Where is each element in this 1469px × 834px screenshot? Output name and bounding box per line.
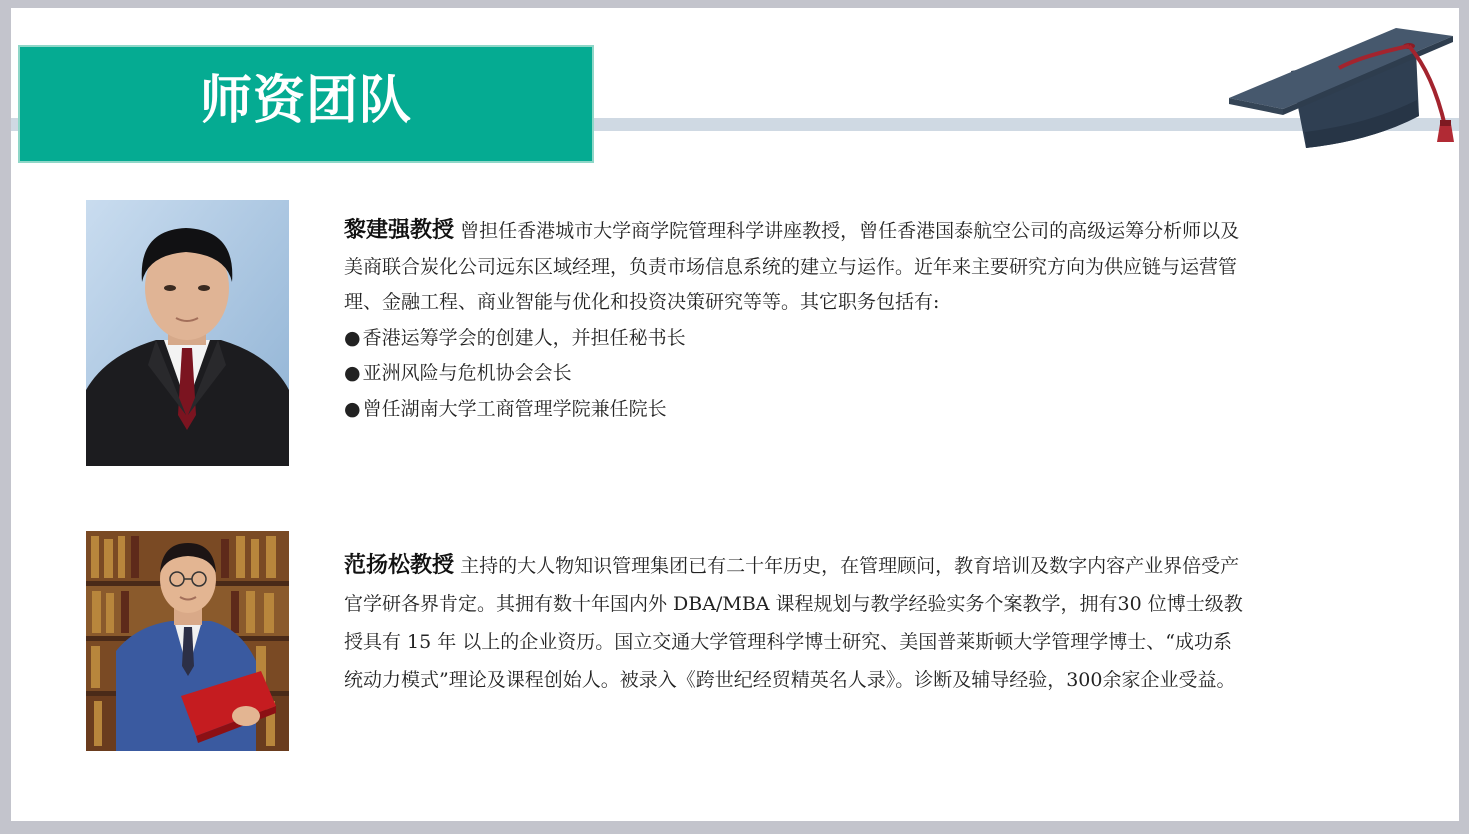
teacher-photo-2 — [86, 531, 289, 751]
teacher-intro-2 — [344, 547, 1244, 699]
bullet-icon: ● — [344, 397, 361, 420]
slide — [11, 8, 1459, 821]
list-item: ● 曾任湖南大学工商管理学院兼任院长 — [344, 397, 667, 420]
teacher-photo-1 — [86, 200, 289, 466]
list-item: ● 香港运筹学会的创建人，并担任秘书长 — [344, 326, 686, 349]
teacher-roles-list — [344, 321, 1244, 428]
teacher-name-2: 范扬松教授 — [344, 553, 455, 578]
teacher-bio-2 — [344, 547, 1244, 699]
page-title: 师资团队 — [200, 71, 413, 131]
teacher-name-1: 黎建强教授 — [344, 218, 455, 243]
bullet-icon: ● — [344, 362, 361, 384]
title-banner — [18, 45, 594, 163]
teacher-intro-text-2: 主持的大人物知识管理集团已有二十年历史，在管理顾问，教育培训及数字内容产业界倍受产官学研各界肯定。其拥有数十年国内外 DBA/MBA 课程规划与教学经验实务个案教学，拥有30 位博士级教授具有 15 年 以上的企业资历。国立交通大学管理科学博士研究、美国普莱斯顿大学管理学博士、“成功系统动力模式”理论及课程创始人。被录入《跨世纪经贸精英名人录》。诊断及辅导经验，300余家企业受益。 — [344, 555, 1243, 691]
teacher-intro-1 — [344, 213, 1244, 321]
graduation-cap-icon — [1221, 16, 1459, 151]
bullet-icon: ● — [344, 326, 361, 349]
list-item: ● 亚洲风险与危机协会会长 — [344, 362, 572, 384]
teacher-intro-text-1: 曾担任香港城市大学商学院管理科学讲座教授，曾任香港国泰航空公司的高级运筹分析师以及美商联合炭化公司远东区域经理，负责市场信息系统的建立与运作。近年来主要研究方向为供应链与运营管理、金融工程、商业智能与优化和投资决策研究等等。其它职务包括有: — [344, 220, 1240, 313]
teacher-bio-1 — [344, 213, 1244, 427]
